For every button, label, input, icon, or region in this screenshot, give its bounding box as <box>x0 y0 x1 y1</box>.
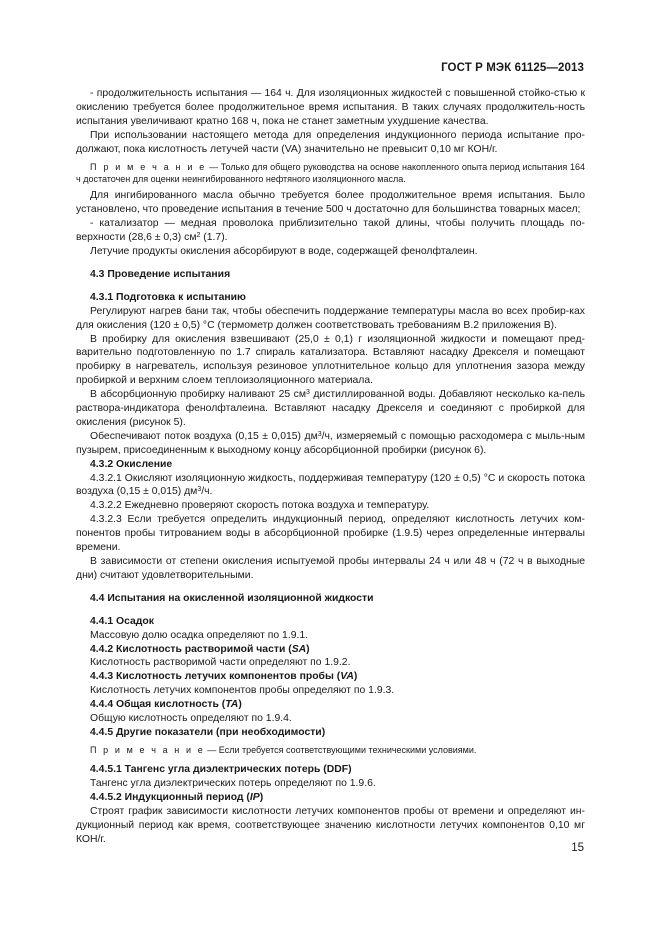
subsection-heading: 4.4.4 Общая кислотность (TA) <box>90 699 242 711</box>
subsection-heading: 4.3.2 Окисление <box>90 458 173 470</box>
paragraph: Тангенс угла диэлектрических потерь определяют по 1.9.6. <box>90 778 376 790</box>
paragraph: Обеспечивают поток воздуха (0,15 ± 0,015) $дм^3/ч$, измеряемый с помощью расходомера с мыль-ным пузырем, присоединенным к выходному концу абсорбционной пробирки (рисунок 6). <box>76 430 585 456</box>
page-body <box>76 87 585 847</box>
subsection-heading: 4.4.5.2 Индукционный период (IP) <box>90 792 264 804</box>
subsection-heading: 4.4.5 Другие показатели (при необходимости) <box>90 726 326 738</box>
paragraph: 4.3.2.1 Окисляют изоляционную жидкость, поддерживая температуру (120 ± 0,5) °C и скорость потока воздуха (0,15 ± 0,015) $дм^3/ч$. <box>76 472 585 498</box>
paragraph: - катализатор — медная проволока приблизительно такой длины, чтобы получить площадь по-верхности (28,6 ± 0,3) $см^2$ (1.7). <box>76 218 585 244</box>
paragraph: Регулируют нагрев бани так, чтобы обеспечить поддержание температуры масла во всех пробир-ках для окисления (120 ± 0,5) °C (термометр должен соответствовать требованиям В.2 приложения В). <box>76 305 585 331</box>
subsection-heading: 4.4.5.1 Тангенс угла диэлектрических потерь (DDF) <box>90 764 352 776</box>
paragraph: Строят график зависимости кислотности летучих компонентов пробы от времени и определяют ин-дукционный период как время, соответствующее значению кислотности летучих компонентов 0,10 мг КОН/г. <box>76 806 585 845</box>
section-heading: 4.4 Испытания на окисленной изоляционной жидкости <box>90 592 374 604</box>
document-header: ГОСТ Р МЭК 61125—2013 <box>441 62 584 74</box>
paragraph: В зависимости от степени окисления испытуемой пробы интервалы 24 ч или 48 ч (72 ч в выходные дни) считают удовлетворительными. <box>76 556 585 581</box>
note-text: — Если требуется соответствующими техническими условиями. <box>204 744 477 755</box>
subsection-heading: 4.4.3 Кислотность летучих компонентов пробы (VA) <box>90 671 358 683</box>
paragraph: - продолжительность испытания — 164 ч. Для изоляционных жидкостей с повышенной стойко-стью к окислению требуется более продолжительное время испытания. В таких случаях продолжитель-ность испытания увеличивают кратно 168 ч, пока не станет заметным ухудшение качества. <box>76 88 585 127</box>
subsection-heading: 4.3.1 Подготовка к испытанию <box>90 291 246 303</box>
paragraph: Кислотность летучих компонентов пробы определяют по 1.9.3. <box>90 685 395 697</box>
paragraph: Общую кислотность определяют по 1.9.4. <box>90 713 292 725</box>
note-text: — Только для общего руководства на основе накопленного опыта период испытания 164 ч достаточен для оценки неингибированного нефтяного изоляционного масла. <box>76 161 585 184</box>
paragraph: При использовании настоящего метода для определения индукционного периода испытание про-должают, пока кислотность летучей части (VA) значительно не превысит 0,10 мг КОН/г. <box>76 129 585 155</box>
paragraph: 4.3.2.3 Если требуется определить индукционный период, определяют кислотность летучих ком-понентов пробы титрованием воды в абсорбционной пробирке (1.9.5) через определенные интервалы времени. <box>76 514 585 554</box>
note-label: П р и м е ч а н и е <box>90 744 205 755</box>
page-number: 15 <box>571 842 584 854</box>
paragraph: Кислотность растворимой части определяют по 1.9.2. <box>90 657 351 669</box>
paragraph: В пробирку для окисления взвешивают (25,0 ± 0,1) г изоляционной жидкости и помещают пред-варительно подготовленную по 1.7 спираль катализатора. Вставляют насадку Дрекселя и помещают пробирку в нагреватель, используя резиновое уплотнительное кольцо для уплотнения зазора между пробиркой и верхним слоем теплоизоляционного материала. <box>76 333 585 387</box>
note <box>76 161 585 186</box>
paragraph: Массовую долю осадка определяют по 1.9.1. <box>90 629 309 641</box>
subsection-heading: 4.4.1 Осадок <box>90 615 154 627</box>
note-label: П р и м е ч а н и е <box>90 161 207 172</box>
paragraph: В абсорбционную пробирку наливают 25 $см^3$ дистиллированной воды. Добавляют несколько ка-пель раствора-индикатора фенолфталеина. Вставляют насадку Дрекселя и соединяют с пробиркой для окисления (рисунок 5). <box>76 389 585 428</box>
subsection-heading: 4.4.2 Кислотность растворимой части (SA) <box>90 643 310 655</box>
paragraph: Для ингибированного масла обычно требуется более продолжительное время испытания. Было установлено, что проведение испытания в течение 500 ч достаточно для большинства товарных масел; <box>76 190 585 216</box>
paragraph: Летучие продукты окисления абсорбируют в воде, содержащей фенолфталеин. <box>90 245 478 257</box>
note <box>76 744 585 756</box>
paragraph: 4.3.2.2 Ежедневно проверяют скорость потока воздуха и температуру. <box>90 500 430 512</box>
section-heading: 4.3 Проведение испытания <box>90 268 231 280</box>
